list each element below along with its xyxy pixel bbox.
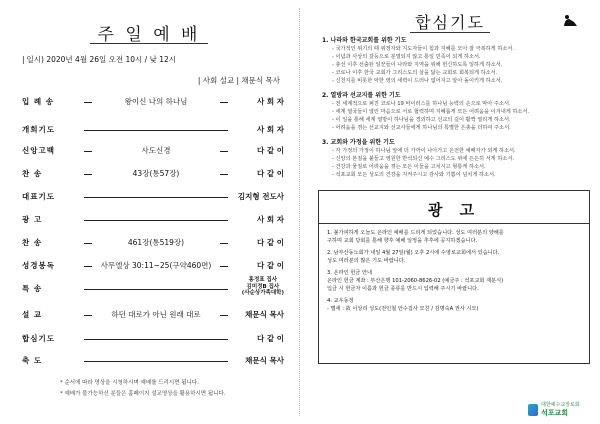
order-label: 광 고 (22, 215, 43, 224)
order-content: 하던 대로가 아닌 원래 대로 (92, 309, 220, 320)
note-line: * 순서에 따라 영상을 시청하시며 예배를 드리시면 됩니다. (60, 380, 199, 386)
order-label: 찬 송 (22, 169, 43, 178)
preacher-info: | 사회 설교 | 채문식 목사 (197, 76, 280, 85)
prayer-item: - 신앙의 본질을 붙들고 영원한 반석되신 예수 그리스도 위에 든든히 서게 하소서. (332, 155, 590, 163)
order-label: 신앙고백 (22, 146, 55, 155)
announcement-item: 3. 온라인 헌금 안내 온라인 헌금 계좌 : 부산은행 101-2060-8626-02 (예금주 : 석포교회 재분식) 입금 시 헌금자 이름과 헌금 종류를 반드시 입력해 주시기 바랍니다. (327, 270, 504, 292)
order-row (22, 309, 284, 323)
prayer-item: - 세계 열국들이 열린 마음으로 서로 협력하며 지혜롭게 모든 어려움을 이겨내게 하소서. (332, 108, 590, 116)
announcements-title: 광 고 (427, 201, 481, 219)
prayer-item: - 코로나 이후 한국 교회가 그리스도의 살을 닮는 교회로 회복되게 하소서. (332, 69, 590, 77)
section-heading: 1. 나라와 한국교회를 위한 기도 (322, 37, 407, 44)
order-row (22, 333, 284, 347)
order-row (22, 260, 284, 274)
prayer-item: - 어려움을 겪는 선교지와 선교사들에게 하나님의 특별한 은총을 더하여 주소서. (332, 124, 590, 132)
section-heading: 3. 교회와 가정을 위한 기도 (322, 139, 395, 146)
order-label: 축 도 (22, 356, 43, 365)
prayer-item: - 이념과 사상의 갈등으로 분열되지 않고 통일 민족이 되게 하소서. (332, 53, 590, 61)
order-row (22, 168, 284, 182)
prayer-item: - 총선 이후 선출된 일꾼들이 나라와 지역을 위해 헌신하도록 일하게 하소서. (332, 61, 590, 69)
order-person: 다 같 이 (257, 146, 284, 155)
order-person: 채문식 목사 (245, 356, 284, 365)
prayer-item: - 각 가정의 가정이 하나님 앞에 더 가까이 나아가고 온전한 예배자가 되게 하소서. (332, 147, 590, 155)
order-content: 461장(통519장) (92, 237, 220, 248)
order-content: 사무엘상 30:11~25(구약460면) (92, 260, 220, 271)
order-label: 찬 송 (22, 238, 43, 247)
order-person: 사 회 자 (257, 215, 284, 224)
announcement-item: 4. 교우동정 - 별세 : 故 이상리 성도(전인철 안수집사 모친 / 김명숙A 권사 시모) (327, 298, 479, 312)
announcement-item: 2. 남부산동노회가 내일 4월 27일(월) 오후 2시에 수영로교회에서 있습니다. 성도 여러분의 많은 기도 바랍니다. (327, 250, 500, 264)
order-label: 입 례 송 (22, 97, 54, 106)
denomination: 대한예수교장로회 (541, 402, 580, 408)
church-name: 석포교회 (541, 409, 569, 417)
prayer-item: - 신천지를 비롯한 악한 영의 세력이 드러나 없어지고 알아 돌이키게 하소서. (332, 77, 590, 85)
order-person: 다 같 이 (257, 261, 284, 270)
order-leader-line (84, 130, 228, 131)
worship-notes (60, 378, 226, 400)
order-label: 특 송 (22, 284, 43, 293)
order-label: 대표기도 (22, 192, 55, 201)
announcements-box (318, 190, 590, 364)
order-person: 채문식 목사 (245, 310, 284, 319)
order-row (22, 355, 284, 369)
order-row (22, 96, 284, 110)
worship-title: 주 일 예 배 (97, 25, 201, 45)
order-person: (사순상가족대학) (241, 290, 284, 296)
prayer-item: - 전 세계적으로 퍼진 코로나 19 바이러스를 하나님 능력의 손으로 막아 주소서. (332, 100, 590, 108)
prayer-item: - 국가적인 위기의 때 위정자와 지도자들이 힘과 지혜를 모아 잘 극복하게 하소서. (332, 45, 590, 53)
order-content: 사도신경 (92, 145, 220, 156)
order-person: 다 같 이 (257, 334, 284, 343)
order-row (22, 214, 284, 228)
prayer-section-nation (322, 36, 590, 85)
order-content: 왕이신 나의 하나님 (92, 96, 220, 107)
order-label: 합심기도 (22, 334, 55, 343)
order-label: 설 교 (22, 310, 43, 319)
title-underline (90, 43, 208, 44)
note-line: * 예배가 불가능하신 분들은 홈페이지 설교영상을 활용하시면 됩니다. (60, 391, 226, 397)
church-logo-icon (528, 404, 538, 416)
order-leader-line (84, 197, 228, 198)
order-person: 홍정표 집사 (248, 277, 278, 283)
order-person: 다 같 이 (257, 238, 284, 247)
order-row (22, 124, 284, 138)
prayer-item: - 석포교회 모든 성도의 건강을 지켜주시고 감사와 기쁨이 넘치게 하소서. (332, 171, 590, 179)
announcements-underline (319, 223, 589, 224)
order-row (22, 237, 284, 251)
order-row (22, 277, 284, 297)
prayer-section-church-family (322, 138, 590, 179)
worship-date: | 일시) 2020년 4월 26일 오전 10시 / 낮 12시 (22, 55, 176, 64)
order-row (22, 191, 284, 205)
order-of-worship-page (0, 0, 298, 424)
order-label: 성경봉독 (22, 261, 55, 270)
prayer-item: - 건강과 물질로 어려움을 겪는 모든 이들을 고치시고 형통케 하소서. (332, 163, 590, 171)
order-person: 김지형 전도사 (237, 192, 284, 201)
praying-person-icon (562, 14, 578, 26)
order-person: 사 회 자 (257, 97, 284, 106)
order-leader-line (84, 220, 228, 221)
order-person: 사 회 자 (257, 125, 284, 134)
prayer-item: - 이 일을 통해 세계 열방이 하나님을 경외하고 선교의 길이 활짝 열리게 하소서. (332, 116, 590, 124)
order-row (22, 145, 284, 159)
section-heading: 2. 열방과 선교지를 위한 기도 (322, 92, 401, 99)
order-person: 다 같 이 (257, 169, 284, 178)
prayer-section-missions (322, 91, 590, 132)
announcements-list (327, 229, 585, 317)
order-leader-line (84, 339, 228, 340)
order-person: 김미정B 집사 (246, 283, 280, 290)
prayer-title: 합심기도 (415, 13, 485, 32)
prayer-and-notice-page (300, 0, 600, 424)
order-person-group (242, 277, 284, 297)
order-label: 개회기도 (22, 125, 55, 134)
announcement-item: 1. 불가피하게 오늘도 온라인 예배를 드리게 되었습니다. 성도 여러분의 양해를 구하며 교회 당회를 통해 향후 예배 일정을 추후에 공지하겠습니다. (327, 230, 504, 244)
order-leader-line (84, 361, 228, 362)
prayer-title-underline (410, 32, 490, 33)
order-content: 43장(통57장) (92, 168, 220, 179)
church-logo (528, 402, 580, 418)
order-leader-line (84, 289, 228, 290)
